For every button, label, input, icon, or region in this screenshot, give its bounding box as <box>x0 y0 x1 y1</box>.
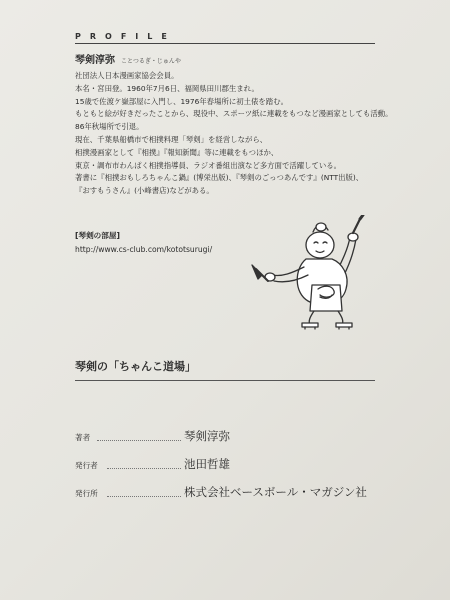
profile-divider <box>75 43 375 44</box>
website-url: http://www.cs-club.com/kototsurugi/ <box>75 245 213 254</box>
credit-role: 著者 <box>75 433 91 442</box>
profile-header <box>75 32 375 44</box>
bio-line: 社団法人日本漫画家協会会員。 <box>75 71 179 80</box>
book-title: 琴剣の「ちゃんこ道場」 <box>75 360 196 373</box>
credit-publisher-person <box>75 456 415 472</box>
leader-dots <box>97 440 181 441</box>
author-bio <box>75 70 405 198</box>
credit-role: 発行所 <box>75 489 98 498</box>
bio-line: 86年秋場所で引退。 <box>75 122 144 132</box>
leader-dots <box>107 496 181 497</box>
author-name-line <box>75 54 181 69</box>
credit-value: 株式会社ベースボール・マガジン社 <box>184 485 367 499</box>
leader-dots <box>107 468 181 469</box>
bio-line: 相撲漫画家として『相撲』『報知新聞』等に連載をもつほか、 <box>75 147 279 157</box>
profile-label: PROFILE <box>75 32 176 41</box>
credit-author <box>75 428 415 444</box>
bio-line: 『おすもうさん』(小峰書店)などがある。 <box>75 186 214 196</box>
author-name: 琴剣淳弥 <box>75 55 115 66</box>
credit-role: 発行者 <box>75 461 98 470</box>
website-label: [琴剣の部屋] <box>75 231 120 240</box>
bio-line: 現在、千葉県船橋市で相撲料理「琴剣」を経営しながら、 <box>75 134 268 144</box>
bio-line: もともと絵が好きだったことから、現役中、スポーツ紙に連載をもつなど漫画家としても活動。 <box>75 109 393 119</box>
credit-publishing-house <box>75 484 415 500</box>
bio-line: 15歳で佐渡ケ嶽部屋に入門し、1976年春場所に初土俵を踏む。 <box>75 96 288 106</box>
sumo-wrestler-illustration <box>250 215 380 330</box>
colophon-divider <box>75 380 375 381</box>
bio-line: 本名・宮田登。1960年7月6日、福岡県田川郡生まれ。 <box>75 83 259 93</box>
credit-value: 琴剣淳弥 <box>184 429 230 443</box>
bio-line: 著書に『相撲おもしろちゃんこ鍋』(博栄出版)、『琴剣のごっつあんです』(NTT出版)、 <box>75 173 364 183</box>
credit-value: 池田哲雄 <box>184 457 230 471</box>
author-name-reading: ことつるぎ・じゅんや <box>121 58 181 65</box>
bio-line: 東京・調布市わんぱく相撲指導員、ラジオ番組出演など多方面で活躍している。 <box>75 160 342 170</box>
